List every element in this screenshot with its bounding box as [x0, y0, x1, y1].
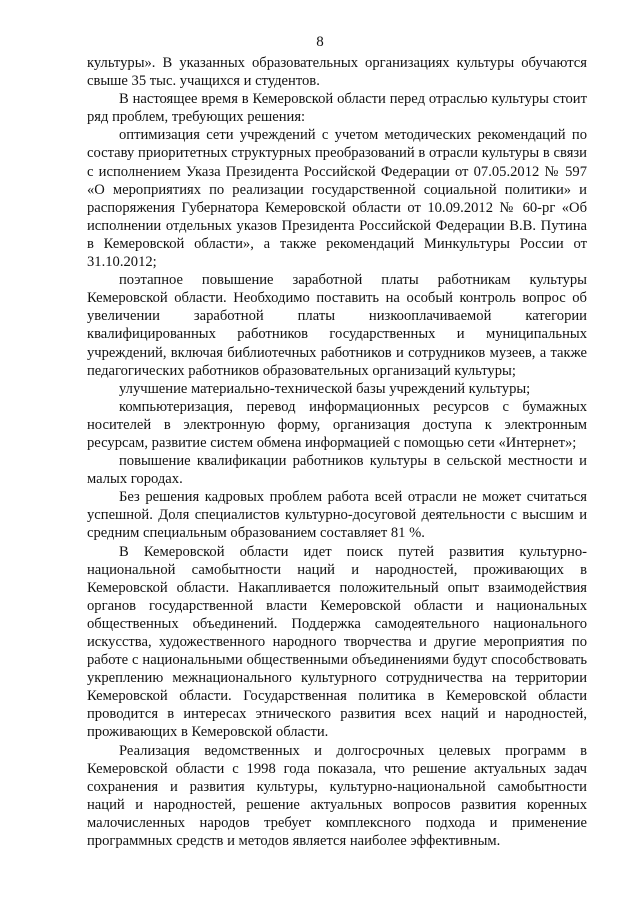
paragraph: культуры». В указанных образовательных организациях культуры обучаются свыше 35 тыс. учащихся и студентов.: [87, 55, 587, 90]
paragraph: В Кемеровской области идет поиск путей развития культурно-национальной самобытности наций и народностей, проживающих в Кемеровской области. Накапливается положительный опыт взаимодействия органов государственной власти Кемеровской области и национальных общественных объединений. Поддержка самодеятельного национального искусства, художественного народного творчества и другие мероприятия по работе с национальными общественными объединениями будут способствовать укреплению межнационального культурного сотрудничества на территории Кемеровской области. Государственная политика в Кемеровской области проводится в интересах этнического развития всех наций и народностей, проживающих в Кемеровской области.: [87, 543, 587, 741]
list-item: компьютеризация, перевод информационных ресурсов с бумажных носителей в электронную форму, организация доступа к электронным ресурсам, развитие систем обмена информацией с помощью сети «Интернет»;: [87, 398, 587, 451]
list-item: улучшение материально-технической базы учреждений культуры;: [119, 380, 531, 397]
page-number: 8: [316, 34, 324, 50]
paragraph: Реализация ведомственных и долгосрочных целевых программ в Кемеровской области с 1998 года показала, что решение актуальных задач сохранения и развития культуры, культурно-национальной самобытности наций и народностей, решение актуальных вопросов развития коренных малочисленных народов требует комплексного подхода и применение программных средств и методов является наиболее эффективным.: [87, 742, 587, 850]
list-item: поэтапное повышение заработной платы работникам культуры Кемеровской области. Необходимо поставить на особый контроль вопрос об увеличении заработной платы низкооплачиваемой категории квалифицированных работников государственных и муниципальных учреждений, включая библиотечных работников и сотрудников музеев, а также педагогических работников образовательных организаций культуры;: [87, 272, 587, 379]
list-item: повышение квалификации работников культуры в сельской местности и малых городах.: [87, 453, 587, 488]
list-item: оптимизация сети учреждений с учетом методических рекомендаций по составу приоритетных структурных преобразований в отрасли культуры в связи с исполнением Указа Президента Российской Федерации от 07.05.2012 № 597 «О мероприятиях по реализации государственной социальной политики» и распоряжения Губернатора Кемеровской области от 10.09.2012 № 60-рг «Об исполнении отдельных указов Президента Российской Федерации В.В. Путина в Кемеровской области», а также рекомендаций Минкультуры России от 31.10.2012;: [87, 127, 587, 271]
body-text: [87, 54, 587, 850]
paragraph: Без решения кадровых проблем работа всей отрасли не может считаться успешной. Доля специалистов культурно-досуговой деятельности с высшим и средним специальным образованием составляет 81 %.: [87, 489, 587, 542]
paragraph: В настоящее время в Кемеровской области перед отраслью культуры стоит ряд проблем, требующих решения:: [87, 91, 587, 126]
